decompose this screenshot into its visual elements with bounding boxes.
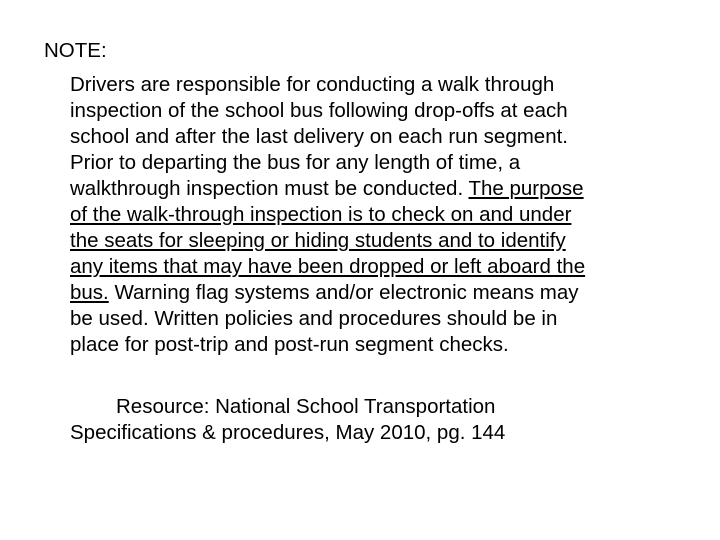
note-line-3: school and after the last delivery on each run segment.	[70, 125, 568, 148]
underlined-text: The purpose	[468, 177, 584, 200]
note-line-9: bus. Warning flag systems and/or electronic means may	[70, 281, 579, 304]
underlined-text: any items that may have been dropped or left aboard the	[70, 255, 586, 278]
underlined-text: bus.	[70, 281, 109, 304]
note-line-4: Prior to departing the bus for any length of time, a	[70, 151, 521, 174]
note-line-8	[70, 254, 690, 280]
note-line-2: inspection of the school bus following drop-offs at each	[70, 99, 568, 122]
resource-line-1: Resource: National School Transportation	[116, 395, 496, 418]
resource-line-2: Specifications & procedures, May 2010, pg. 144	[70, 421, 506, 444]
note-line-7	[70, 228, 690, 254]
note-label: NOTE:	[44, 39, 107, 62]
resource-citation	[70, 394, 690, 446]
note-line-10: be used. Written policies and procedures should be in	[70, 307, 558, 330]
note-line-11: place for post-trip and post-run segment checks.	[70, 333, 509, 356]
underlined-text: of the walk-through inspection is to check on and under	[70, 203, 572, 226]
note-body	[70, 72, 690, 358]
underlined-text: the seats for sleeping or hiding students and to identify	[70, 229, 566, 252]
note-line-6	[70, 202, 690, 228]
note-line-1: Drivers are responsible for conducting a walk through	[70, 73, 555, 96]
note-line-5: walkthrough inspection must be conducted. The purpose	[70, 177, 584, 200]
